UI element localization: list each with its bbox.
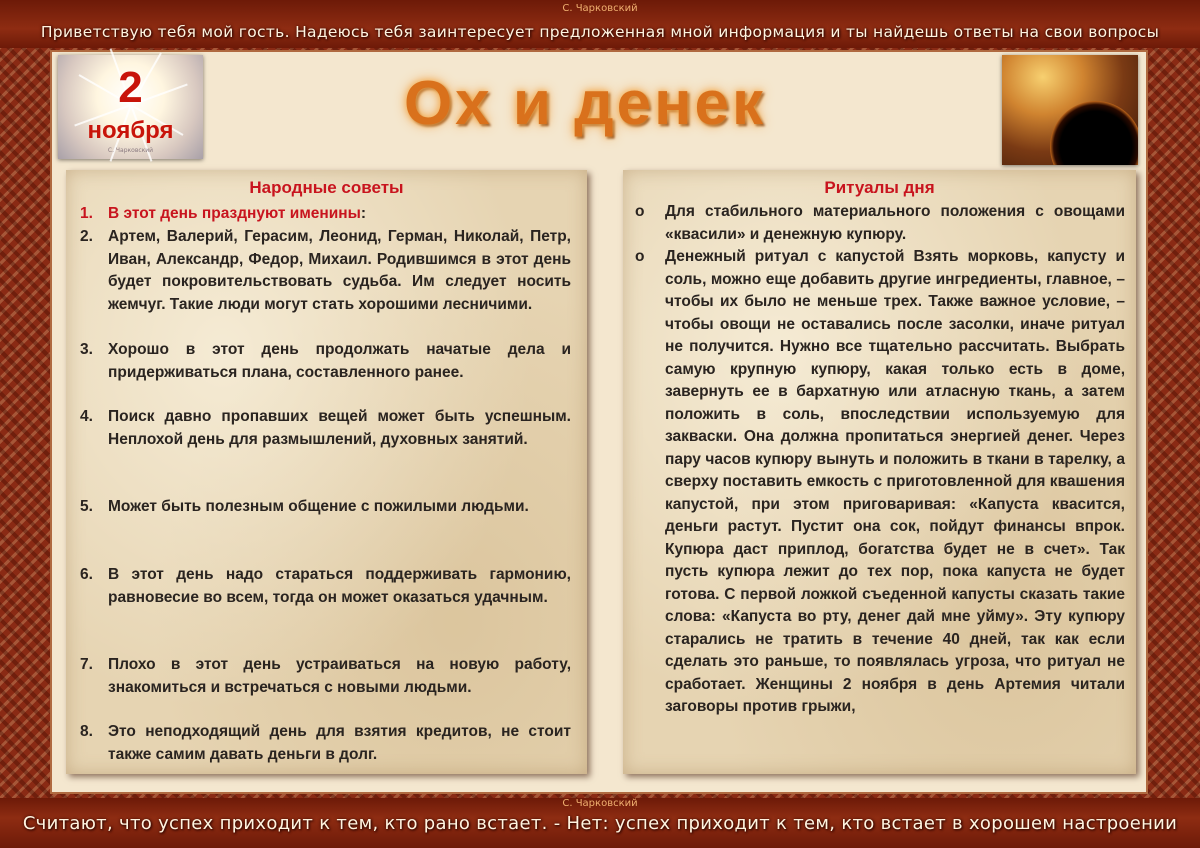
footer-quote: Считают, что успех приходит к тем, кто рано встает. - Нет: успех приходит к тем, кто встает в хорошем настроении (22, 813, 1178, 834)
ritual-text: Для стабильного материального положения с овощами «квасили» и денежную купюру. (665, 203, 1125, 243)
date-month: ноября (87, 117, 174, 144)
rituals-panel (623, 170, 1136, 774)
greeting-banner: Приветствую тебя мой гость. Надеюсь тебя заинтересует предложенная мной информация и ты найдешь ответы на свои вопросы (40, 23, 1160, 41)
tip-suffix: : (360, 205, 367, 222)
folk-tips-panel (66, 170, 587, 774)
tip-number: 7. (80, 656, 93, 673)
eclipse-image (1002, 55, 1138, 165)
bullet-icon: o (635, 248, 645, 265)
tip-text: Это неподходящий день для взятия кредитов, не стоит также самим давать деньги в долг. (108, 723, 571, 763)
date-day: 2 (118, 63, 143, 112)
date-badge (58, 55, 203, 159)
tip-text (108, 203, 571, 226)
tip-number: 5. (80, 498, 93, 515)
ritual-text: Денежный ритуал с капустой Взять морковь, капусту и соль, можно еще добавить другие ингредиенты, главное, – чтобы их было не меньше трех. Также важное условие, – чтобы овощи не оставались после засолки, иначе ритуал не получится. Нужно все тщательно рассчитать. Выбрать самую крупную купюру, какая только есть в доме, завернуть ее в бархатную или атласную ткань, а затем положить в соль, впоследствии используемую для закваски. Она должна пропитаться энергией денег. Через пару часов купюру вынуть и положить в ткани в тарелку, а сверху поставить емкость с приготовленной для квашения капустой, при этом приговаривая: «Капуста квасится, деньги растут. Пустит она сок, пойдут финансы впрок. Купюра даст приплод, богатства будет не в счет». Так пусть купюра лежит до тех пор, пока капуста не будет готова. С первой ложкой съеденной капусты сказать такие слова: «Капуста во рту, денег дай мне уйму». Эту купюру старались не тратить в течение 40 дней, так как если сделать это раньше, то появлялась угроза, что ритуал не сработает. Женщины 2 ноября в день Артемия читали заговоры против грыжи, (665, 248, 1125, 715)
tip-text: Поиск давно пропавших вещей может быть успешным. Неплохой день для размышлений, духовных занятий. (108, 408, 571, 448)
header-author: С. Чарковский (562, 3, 638, 14)
tip-number: 3. (80, 341, 93, 358)
date-signature: С. Чарковский (107, 147, 154, 154)
tip-number: 8. (80, 723, 93, 740)
tip-text: В этот день надо стараться поддерживать гармонию, равновесие во всем, тогда он может оказаться удачным. (108, 566, 571, 606)
tip-text: Хорошо в этот день продолжать начатые дела и придерживаться плана, составленного ранее. (108, 341, 571, 381)
tip-number: 4. (80, 408, 93, 425)
folk-tips-heading: Народные советы (249, 178, 404, 197)
rituals-heading: Ритуалы дня (824, 178, 935, 197)
tip-number: 6. (80, 566, 93, 583)
tip-text: Плохо в этот день устраиваться на новую работу, знакомиться и встречаться с новыми людьми. (108, 656, 571, 696)
tip-text: Артем, Валерий, Герасим, Леонид, Герман, Николай, Петр, Иван, Александр, Федор, Михаил. Родившимся в этот день будет покровительствовать судьба. Им следует носить жемчуг. Такие люди могут стать хорошими лесничими. (108, 228, 571, 313)
page-title: Ох и денек (403, 69, 767, 138)
tip-highlight: В этот день празднуют именины (108, 205, 361, 222)
footer-author: С. Чарковский (562, 798, 638, 809)
eclipse-disc (1050, 101, 1138, 165)
bullet-icon: o (635, 203, 645, 220)
tip-number: 1. (80, 205, 93, 222)
tip-text: Может быть полезным общение с пожилыми людьми. (108, 498, 529, 515)
tip-number: 2. (80, 228, 93, 245)
